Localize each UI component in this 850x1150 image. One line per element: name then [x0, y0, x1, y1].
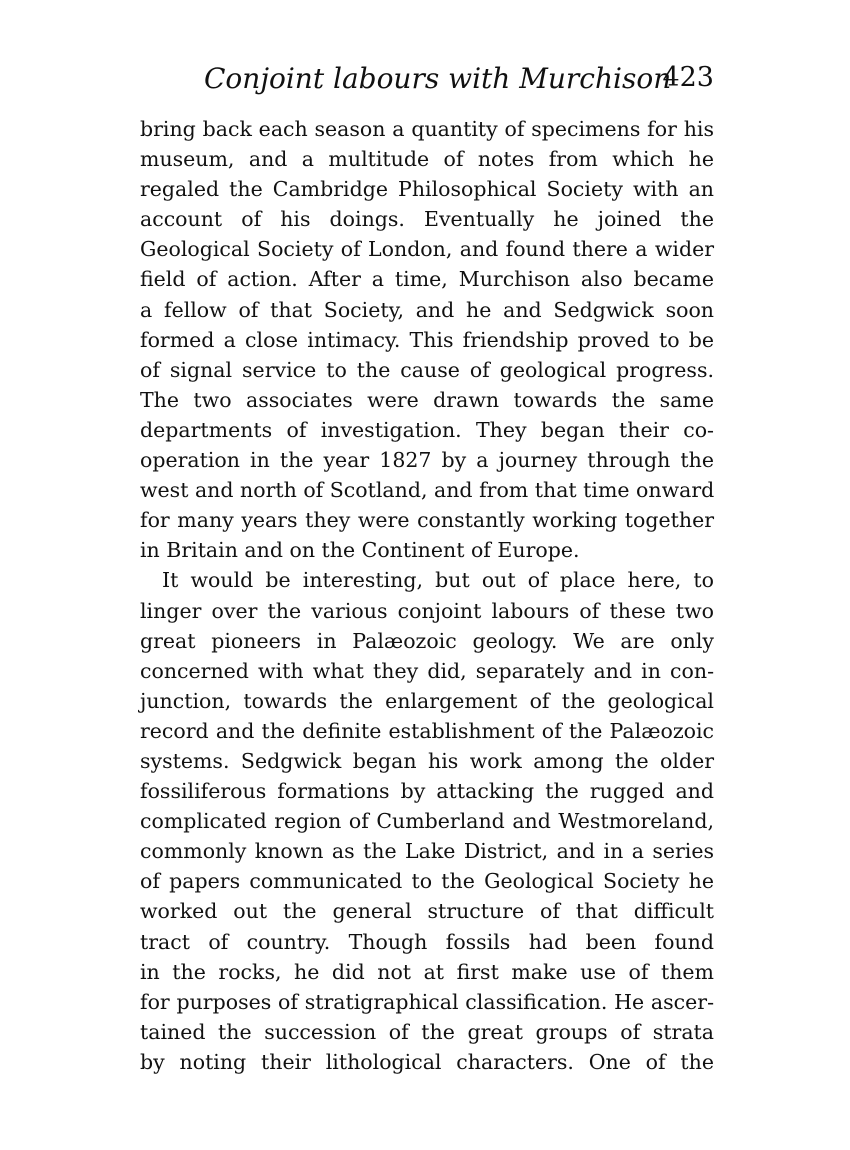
text-line: operation in the year 1827 by a journey through the: [140, 448, 714, 473]
text-line: Geological Society of London, and found there a wider: [140, 237, 714, 262]
text-line: commonly known as the Lake District, and in a series: [140, 839, 714, 864]
text-line: The two associates were drawn towards the same: [140, 387, 714, 412]
text-line: a fellow of that Society, and he and Sedgwick soon: [140, 297, 714, 322]
paragraph-2: [140, 565, 714, 1077]
text-line: account of his doings. Eventually he joined the: [140, 207, 714, 232]
text-line: for many years they were constantly working together: [140, 508, 714, 533]
text-line: field of action. After a time, Murchison also became: [140, 267, 714, 292]
text-line: linger over the various conjoint labours of these two: [140, 598, 714, 623]
page-number: 423: [662, 62, 714, 93]
text-line: complicated region of Cumberland and Westmoreland,: [140, 809, 714, 834]
text-line: by noting their lithological characters. One of the: [140, 1049, 714, 1074]
running-title: Conjoint labours with Murchison: [204, 62, 672, 95]
text-line: It would be interesting, but out of place here, to: [162, 568, 714, 593]
text-line: museum, and a multitude of notes from which he: [140, 147, 714, 172]
text-line: west and north of Scotland, and from that time onward: [140, 478, 715, 503]
running-head: [140, 62, 714, 102]
text-line: worked out the general structure of that difficult: [140, 899, 714, 924]
text-line: in the rocks, he did not at first make use of them: [140, 959, 714, 984]
text-line: of papers communicated to the Geological Society he: [140, 869, 714, 894]
text-line: systems. Sedgwick began his work among the older: [140, 748, 714, 773]
text-line: tract of country. Though fossils had been found: [140, 929, 714, 954]
text-line: in Britain and on the Continent of Europe.: [140, 538, 580, 563]
text-line: for purposes of stratigraphical classification. He ascer-: [140, 989, 714, 1014]
text-line: fossiliferous formations by attacking the rugged and: [140, 779, 714, 804]
text-line: junction, towards the enlargement of the geological: [140, 688, 714, 713]
text-line: concerned with what they did, separately and in con-: [140, 658, 714, 683]
text-line: departments of investigation. They began their co-: [140, 417, 714, 442]
text-line: tained the succession of the great groups of strata: [140, 1019, 714, 1044]
text-line: of signal service to the cause of geological progress.: [140, 357, 714, 382]
paragraph-1: [140, 114, 714, 565]
text-line: regaled the Cambridge Philosophical Society with an: [140, 177, 714, 202]
body-text: [140, 114, 714, 1077]
text-line: record and the definite establishment of the Palæozoic: [140, 718, 714, 743]
text-line: formed a close intimacy. This friendship proved to be: [140, 327, 714, 352]
text-line: great pioneers in Palæozoic geology. We are only: [140, 628, 714, 653]
text-line: bring back each season a quantity of specimens for his: [140, 117, 714, 141]
